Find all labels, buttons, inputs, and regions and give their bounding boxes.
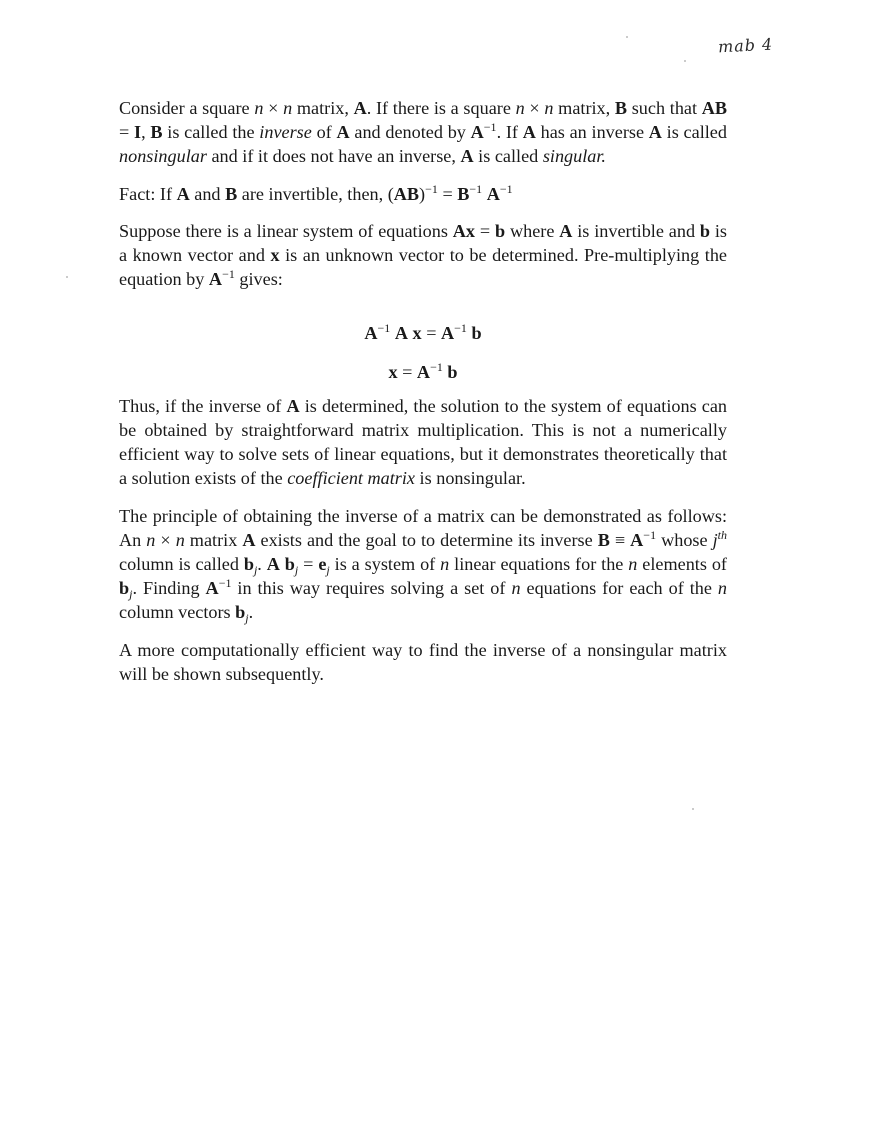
paragraph-principle: The principle of obtaining the inverse of a matrix can be demonstrated as follows: An n × n matrix A exists and the goal to to determine its inverse $B \equiv A^{-1}$ whose $j^{th}$ column is called $b_j$. A $b_j = e_j$ is a system of n linear equations for the n elements of $b_j$. Finding $A^{-1}$ in this way requires solving a set of n equations for each of the n column vectors $b_j$. bbox=[119, 505, 728, 626]
paragraph-linear-system: Suppose there is a linear system of equations Ax = b where A is invertible and b is a known vector and x is an unknown vector to be determined. Pre-multiplying the equation by $A^{-1}$ gives: bbox=[119, 220, 728, 290]
equation-premultiply: $A^{-1}$ A $x = A^{-1}$ b bbox=[364, 321, 482, 344]
paragraph-fact: Fact: If A and B are invertible, then, $(AB)^{-1} = B^{-1}$ $A^{-1}$ bbox=[119, 181, 513, 204]
handwritten-page-number: mab 4 bbox=[717, 34, 774, 57]
scan-speck bbox=[684, 60, 686, 62]
document-body bbox=[119, 96, 727, 699]
equation-solution: $x = A^{-1}$ b bbox=[388, 359, 458, 382]
scan-speck bbox=[66, 276, 68, 278]
scan-speck bbox=[626, 36, 628, 38]
paragraph-thus: Thus, if the inverse of A is determined, the solution to the system of equations can be obtained by straightforward matrix multiplication. This is not a numerically efficient way to solve sets of linear equations, but it demonstrates theoretically that a solution exists of the coefficient matrix is nonsingular. bbox=[119, 395, 727, 489]
paragraph-definition: Consider a square n × n matrix, A. If there is a square n × n matrix, B such that AB = I, B is called the inverse of A and denoted by $A^{-1}$. If A has an inverse A is called nonsingular and if it does not have an inverse, A is called singular. bbox=[119, 98, 728, 167]
scan-speck bbox=[692, 808, 694, 810]
equation-block bbox=[119, 321, 727, 383]
paragraph-efficient: A more computationally efficient way to find the inverse of a nonsingular matrix will be shown subsequently. bbox=[119, 639, 727, 684]
